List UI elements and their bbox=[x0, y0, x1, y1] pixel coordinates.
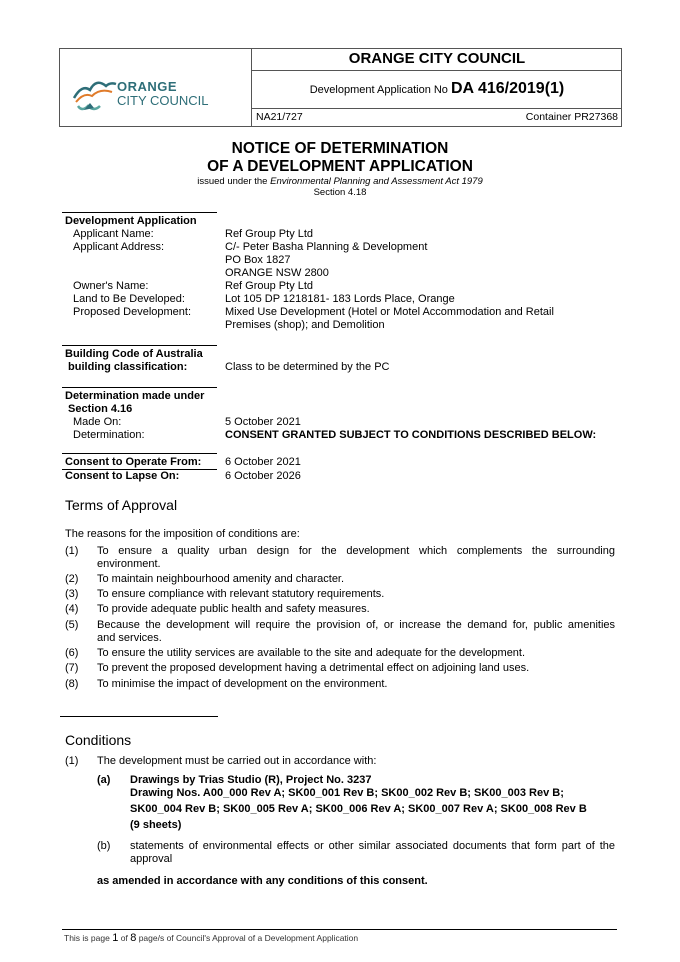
footer-prefix: This is page bbox=[64, 933, 110, 943]
applicant-address-line: PO Box 1827 bbox=[225, 254, 291, 266]
owner-name-label: Owner's Name: bbox=[73, 280, 149, 292]
bca-heading-line1: Building Code of Australia bbox=[65, 348, 203, 360]
term-number: (5) bbox=[65, 619, 79, 631]
footer-of: of bbox=[120, 933, 128, 943]
condition-sub-number: (a) bbox=[97, 774, 111, 786]
term-number: (6) bbox=[65, 647, 79, 659]
condition-number: (1) bbox=[65, 755, 79, 767]
land-value: Lot 105 DP 1218181- 183 Lords Place, Orange bbox=[225, 293, 455, 305]
term-text: To minimise the impact of development on the environment. bbox=[97, 678, 388, 690]
footer-suffix: page/s of Council's Approval of a Development Application bbox=[138, 933, 359, 943]
term-number: (8) bbox=[65, 678, 79, 690]
term-text: To provide adequate public health and safety measures. bbox=[97, 603, 370, 615]
term-number: (4) bbox=[65, 603, 79, 615]
title-subtitle bbox=[0, 176, 680, 198]
determination-value: CONSENT GRANTED SUBJECT TO CONDITIONS DESCRIBED BELOW: bbox=[225, 429, 597, 441]
determination-heading-line1: Determination made under bbox=[65, 390, 205, 402]
term-text: To ensure the utility services are available to the site and adequate for the development. bbox=[97, 647, 526, 659]
condition-text: The development must be carried out in accordance with: bbox=[97, 755, 377, 767]
statements-line2: approval bbox=[130, 853, 173, 865]
applicant-name-label: Applicant Name: bbox=[73, 228, 154, 240]
development-application-heading: Development Application bbox=[65, 215, 197, 227]
amended-note: as amended in accordance with any conditions of this consent. bbox=[97, 875, 428, 887]
term-number: (2) bbox=[65, 573, 79, 585]
term-text: Because the development will require the provision of, or increase the demand for, public amenities bbox=[97, 619, 615, 631]
owner-name: Ref Group Pty Ltd bbox=[225, 280, 314, 292]
footer-rule bbox=[62, 929, 617, 930]
land-label: Land to Be Developed: bbox=[73, 293, 185, 305]
development-application-number bbox=[252, 80, 622, 98]
term-text: To ensure compliance with relevant statutory requirements. bbox=[97, 588, 385, 600]
consent-operate-date: 6 October 2021 bbox=[225, 456, 301, 468]
condition-sub-number: (b) bbox=[97, 840, 111, 852]
page-footer bbox=[64, 932, 358, 944]
footer-page: 1 bbox=[112, 932, 119, 944]
made-on-label: Made On: bbox=[73, 416, 122, 428]
proposed-development-line2: Premises (shop); and Demolition bbox=[225, 319, 385, 331]
applicant-address-line: ORANGE NSW 2800 bbox=[225, 267, 329, 279]
term-number: (1) bbox=[65, 545, 79, 557]
na-reference: NA21/727 bbox=[256, 111, 303, 123]
term-number: (7) bbox=[65, 662, 79, 674]
section-rule bbox=[62, 212, 217, 213]
term-text: To maintain neighbourhood amenity and character. bbox=[97, 573, 345, 585]
footer-total: 8 bbox=[130, 932, 137, 944]
devapp-number: DA 416/2019(1) bbox=[451, 80, 565, 97]
drawings-line3: SK00_004 Rev B; SK00_005 Rev A; SK00_006 Rev A; SK00_007 Rev A; SK00_008 Rev B bbox=[130, 803, 587, 815]
header-rule bbox=[251, 108, 622, 109]
proposed-development-line1: Mixed Use Development (Hotel or Motel Accommodation and Retail bbox=[225, 306, 554, 318]
terms-intro: The reasons for the imposition of conditions are: bbox=[65, 528, 300, 540]
conditions-heading: Conditions bbox=[65, 732, 132, 748]
council-logo-icon bbox=[72, 70, 118, 121]
made-on-date: 5 October 2021 bbox=[225, 416, 301, 428]
statements-line1: statements of environmental effects or other similar associated documents that form part of the bbox=[130, 840, 615, 852]
terms-heading: Terms of Approval bbox=[65, 497, 178, 513]
proposed-development-label: Proposed Development: bbox=[73, 306, 192, 318]
term-text: To ensure a quality urban design for the development which complements the surrounding bbox=[97, 545, 615, 557]
bca-heading-line2: building classification: bbox=[65, 361, 188, 373]
notice-title bbox=[0, 140, 680, 176]
applicant-address-line: C/- Peter Basha Planning & Development bbox=[225, 241, 428, 253]
title-line2: OF A DEVELOPMENT APPLICATION bbox=[207, 158, 473, 175]
section-ref: Section 4.18 bbox=[313, 187, 367, 198]
issued-prefix: issued under the bbox=[197, 176, 268, 187]
consent-operate-label: Consent to Operate From: bbox=[65, 456, 202, 468]
bca-classification: Class to be determined by the PC bbox=[225, 361, 390, 373]
section-divider bbox=[60, 716, 218, 717]
term-number: (3) bbox=[65, 588, 79, 600]
applicant-address-label: Applicant Address: bbox=[73, 241, 165, 253]
applicant-name: Ref Group Pty Ltd bbox=[225, 228, 314, 240]
term-text: To prevent the proposed development having a detrimental effect on adjoining land uses. bbox=[97, 662, 530, 674]
determination-heading-line2: Section 4.16 bbox=[65, 403, 133, 415]
drawings-line4: (9 sheets) bbox=[130, 819, 182, 831]
term-text-cont: environment. bbox=[97, 558, 161, 570]
drawings-line2: Drawing Nos. A00_000 Rev A; SK00_001 Rev B; SK00_002 Rev B; SK00_003 Rev B; bbox=[130, 787, 564, 799]
logo-text-orange: ORANGE bbox=[117, 79, 178, 94]
consent-lapse-label: Consent to Lapse On: bbox=[65, 470, 180, 482]
consent-lapse-date: 6 October 2026 bbox=[225, 470, 301, 482]
section-rule bbox=[62, 345, 217, 346]
section-rule bbox=[62, 453, 217, 454]
title-line1: NOTICE OF DETERMINATION bbox=[231, 140, 449, 157]
devapp-prefix: Development Application No bbox=[309, 84, 448, 96]
term-text-cont: and services. bbox=[97, 632, 162, 644]
act-name: Environmental Planning and Assessment Act 1979 bbox=[270, 176, 483, 187]
determination-label: Determination: bbox=[73, 429, 145, 441]
logo-text-city-council: CITY COUNCIL bbox=[117, 93, 209, 108]
header-rule bbox=[251, 70, 622, 71]
container-reference: Container PR27368 bbox=[525, 111, 618, 123]
section-rule bbox=[62, 387, 217, 388]
council-title: ORANGE CITY COUNCIL bbox=[348, 50, 526, 67]
drawings-line1: Drawings by Trias Studio (R), Project No. 3237 bbox=[130, 774, 372, 786]
